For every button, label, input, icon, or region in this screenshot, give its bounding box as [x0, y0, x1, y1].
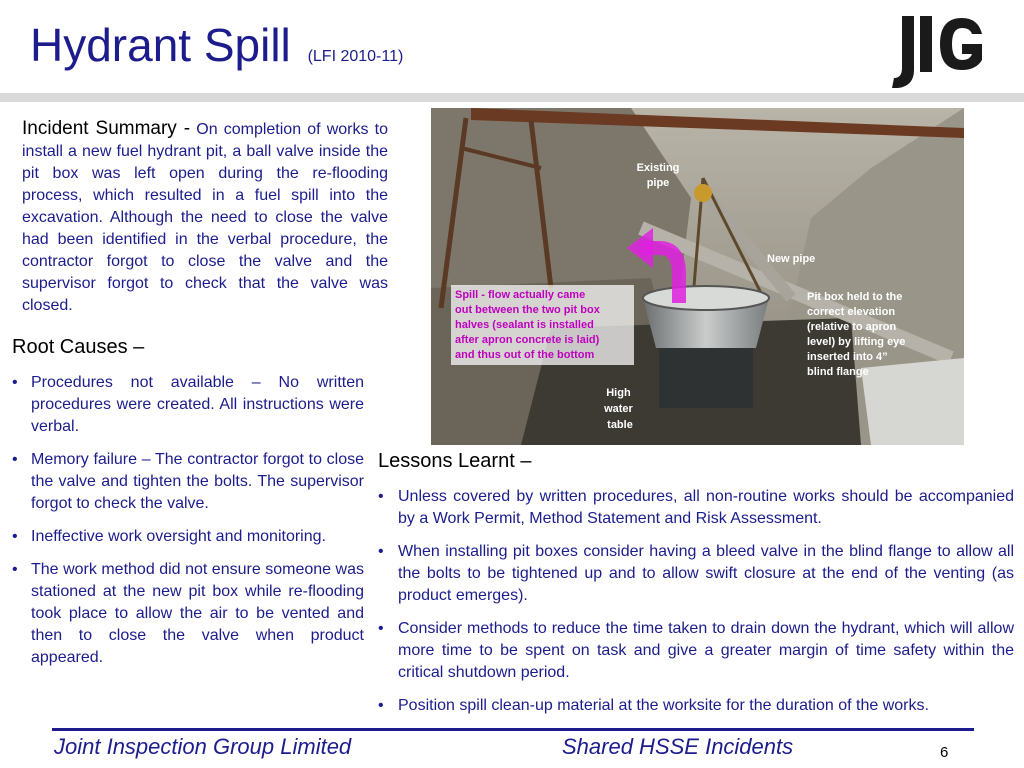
- label-pit-box-5: inserted into 4”: [807, 351, 888, 363]
- summary-heading: Incident Summary -: [22, 118, 191, 139]
- label-pit-box-2: correct elevation: [807, 306, 896, 318]
- label-pit-box-3: (relative to apron: [807, 321, 897, 333]
- lessons-heading: Lessons Learnt –: [378, 450, 532, 472]
- label-water-table-3: table: [607, 419, 633, 431]
- root-cause-item: • Ineffective work oversight and monitoring.: [12, 526, 364, 548]
- root-causes-list: [12, 372, 364, 680]
- label-pit-box-1: Pit box held to the: [807, 291, 903, 303]
- lesson-item: • Position spill clean-up material at the worksite for the duration of the works.: [378, 695, 1014, 717]
- lessons-list: [378, 486, 1014, 728]
- footer-organisation: Joint Inspection Group Limited: [54, 734, 352, 759]
- root-cause-item: • Procedures not available – No written procedures were created. All instructions were verbal.: [12, 372, 364, 438]
- svg-text:High water tab: [603, 387, 636, 431]
- label-spill-5: and thus out of the bottom: [455, 349, 595, 361]
- footer-divider: [52, 728, 974, 731]
- label-existing-pipe-1: Existing: [636, 162, 680, 174]
- label-pit-box-4: level) by lifting eye: [807, 336, 906, 348]
- svg-text:Spill - flow actually came: [455, 289, 603, 361]
- lesson-item: • Consider methods to reduce the time taken to drain down the hydrant, which will allow more time to be spent on task and give a greater margin of time safety within the critical shutdown period.: [378, 618, 1014, 684]
- slide-title: [30, 18, 403, 72]
- label-water-table-2: water: [604, 403, 633, 415]
- footer-section: Shared HSSE Incidents: [562, 734, 794, 759]
- label-existing-pipe-2: pipe: [646, 177, 670, 189]
- lesson-item: • Unless covered by written procedures, all non-routine works should be accompanied by a Work Permit, Method Statement and Risk Assessment.: [378, 486, 1014, 530]
- root-cause-item: • Memory failure – The contractor forgot to close the valve and tighten the bolts. The supervisor forgot to check the valve.: [12, 449, 364, 515]
- label-spill-4: after apron concrete is laid): [455, 334, 600, 346]
- incident-summary: [22, 118, 388, 317]
- label-spill-2: out between the two pit box: [455, 304, 600, 316]
- root-causes-heading: Root Causes –: [12, 336, 145, 358]
- lesson-item: • When installing pit boxes consider having a bleed valve in the blind flange to allow all the bolts to be tightened up and to allow swift closure at the end of the venting (as product emerges).: [378, 541, 1014, 607]
- summary-body: On completion of works to install a new fuel hydrant pit, a ball valve inside the pit box was left open during the re-flooding process, which resulted in a fuel spill into the excavation. Although the need to close the valve had been identified in the verbal procedure, the contractor forgot to close the valve and the supervisor forgot to check that the valve was closed.: [22, 121, 388, 314]
- jig-logo: [890, 12, 990, 90]
- label-pit-box-6: blind flange: [807, 366, 869, 378]
- incident-photo: [431, 108, 964, 445]
- title-text: Hydrant Spill: [30, 19, 291, 71]
- page-number: 6: [940, 744, 949, 761]
- label-spill-3: halves (sealant is installed: [455, 319, 594, 331]
- label-new-pipe: New pipe: [767, 253, 816, 265]
- incident-reference: (LFI 2010-11): [307, 48, 404, 65]
- header-divider: [0, 93, 1024, 102]
- label-spill-1: Spill - flow actually came: [455, 289, 586, 301]
- root-cause-item: • The work method did not ensure someone was stationed at the new pit box while re-flooding took place to allow the air to be vented and then to close the valve when product appeared.: [12, 559, 364, 669]
- label-water-table-1: High: [606, 387, 631, 399]
